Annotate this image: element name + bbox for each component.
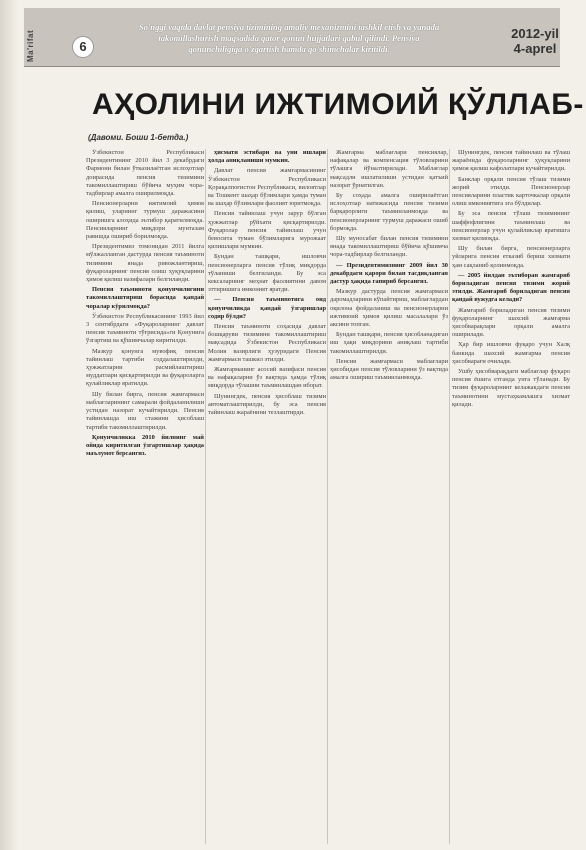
column-rule xyxy=(205,149,206,844)
paragraph: Пенсия таъминоти соҳасида давлат бошқаруви тизимини такомиллаштириш мақсадида Ўзбекистон Республикаси Молия вазирлиги ҳузуридаги Пенсия жамғармаси ташкил этилди. xyxy=(208,323,326,363)
question-heading: Пенсия таъминоти қонунчилигини такомиллаштириш борасида қандай чоралар кўрилмоқда? xyxy=(86,286,204,310)
paragraph: Пенсия жамғармаси маблағлари ҳисобидан пенсия тўловларини ўз вақтида амалга ошириш таъминланмоқда. xyxy=(330,357,448,382)
question-heading: — Президентимизнинг 2009 йил 30 декабрдаги қарори билан тасдиқланган дастур ҳақида гапириб берсангиз. xyxy=(330,261,448,286)
paragraph: Шунингдек, пенсия ҳисоблаш тизими автоматлаштирилди, бу эса пенсия тайинлаш жараёнини тезлаштирди. xyxy=(208,392,326,417)
issue-year: 2012-yil xyxy=(511,26,559,41)
header-band xyxy=(24,8,560,67)
question-heading: — 2005 йилдан эътиборан жамғариб бориладиган пенсия тизими жорий этилди. Жамғариб бориладиган пенсия қандай вужудга келади? xyxy=(452,271,570,304)
paragraph: Шу билан бирга, пенсионерларга уйларига пенсия етказиб бериш хизмати ҳам сақланиб қолинмоқда. xyxy=(452,245,570,269)
paragraph: Ушбу ҳисобварақдаги маблағлар фуқаро пенсия ёшига етганда унга тўланади. Бу тизим фуқароларнинг келажакдаги пенсия таъминотини мустаҳкамлашга хизмат қилади. xyxy=(452,368,570,408)
issue-day: 4-aprel xyxy=(513,41,557,56)
paragraph: Бундан ташқари, ишловчи пенсионерларга пенсия тўлиқ миқдорда тўланиши белгиланди. Бу эса кексаларнинг меҳнат фаолиятини давом эттиришига имконият яратди. xyxy=(208,253,326,294)
paragraph: Бундан ташқари, пенсия ҳисобланадиган иш ҳақи миқдорини аниқлаш тартиби такомиллаштирилди. xyxy=(330,331,448,355)
paragraph: Мазкур қонунга мувофиқ пенсия тайинлаш тартиби соддалаштирилди, ҳужжатларни расмийлаштириш муддатлари қисқартирилди ва фуқароларга қулайликлар яратилди. xyxy=(86,347,204,388)
paragraph: Ҳар бир ишловчи фуқаро учун Халқ банкида шахсий жамғарма пенсия ҳисобварағи очилади. xyxy=(452,341,570,365)
paragraph: Банклар орқали пенсия тўлаш тизими жорий этилди. Пенсионерлар пенсияларини пластик карточкалар орқали олиш имкониятига эга бўлдилар. xyxy=(452,175,570,208)
paragraph: Шу муносабат билан пенсия тизимини янада такомиллаштириш бўйича қўшимча чора-тадбирлар белгиланди. xyxy=(330,235,448,259)
question-heading: ҳисмати эстибари ва уни ишлари ҳолда аниқланиши мумкин. xyxy=(208,149,326,165)
page-number: 6 xyxy=(72,36,94,58)
paragraph: Пенсия тайинлаш учун зарур бўлган ҳужжатлар рўйхати қисқартирилди. Фуқаролар пенсия тайинлаш учун бевосита туман бўлимларига мурожаат қилишлари мумкин. xyxy=(208,210,326,251)
paragraph: Шунингдек, пенсия тайинлаш ва тўлаш жараёнида фуқароларнинг ҳуқуқларини ҳимоя қилиш кафолатлари кучайтирилди. xyxy=(452,149,570,173)
article-column-4 xyxy=(452,149,570,844)
paragraph: Бу соҳада амалга оширилаётган ислоҳотлар натижасида пенсия тизими барқарорлиги таъминланмоқда ва пенсионерларнинг турмуш даражаси ошиб бормоқда. xyxy=(330,192,448,232)
newspaper-name: Ma'rifat xyxy=(26,29,35,62)
article-title: АҲОЛИНИ ИЖТИМОИЙ ҚЎЛЛАБ- xyxy=(92,88,584,121)
column-rule xyxy=(449,149,450,844)
paragraph: Жамғариб бориладиган пенсия тизими фуқароларнинг шахсий жамғарма ҳисобварақлари орқали амалга оширилади. xyxy=(452,306,570,339)
paragraph: Бу эса пенсия тўлаш тизимининг шаффофлигини таъминлаш ва пенсионерлар учун қулайликлар яратишга хизмат қилмоқда. xyxy=(452,210,570,243)
paragraph: Жамғарманинг асосий вазифаси пенсия ва нафақаларни ўз вақтида ҳамда тўлиқ миқдорда тўлашни таъминлашдан иборат. xyxy=(208,366,326,390)
question-heading: Қонунчиликка 2010 йилнинг май ойида киритилган ўзгартишлар ҳақида маълумот берсангиз. xyxy=(86,433,204,458)
header-slogan: So'nggi vaqtda davlat pensiya tizimining amaliy mexanizmini tashkil etish va yanada takomillashtirish maqsadida qator qonun hujjatlari qabul qilindi. Pensiya qonunchiligiga o'zgartish hamda qo'shimchalar kiritildi. xyxy=(138,22,440,54)
paragraph: Мазкур дастурда пенсия жамғармаси даромадларини кўпайтириш, маблағлардан оқилона фойдаланиш ва пенсионерларни ижтимоий ҳимоя қилиш масалалари ўз аксини топган. xyxy=(330,288,448,329)
paragraph: Жамғарма маблағлари пенсиялар, нафақалар ва компенсация тўловларини тўлашга йўналтирилади. Маблағлар мақсадли ишлатилиши устидан қатъий назорат ўрнатилган. xyxy=(330,149,448,189)
question-heading: — Пенсия таъминотига оид қонунчиликда қандай ўзгаришлар содир бўлди? xyxy=(208,296,326,320)
paragraph: Ўзбекистон Республикаси Президентининг 2010 йил 3 декабрдаги Фармони билан ўтказилаётган ислоҳотлар доирасида пенсия тизимини такомиллаштириш бўйича муҳим чора-тадбирлар амалга оширилмоқда. xyxy=(86,149,204,198)
article-subtitle: (Давоми. Боши 1-бетда.) xyxy=(88,133,189,142)
article-column-1 xyxy=(86,149,204,844)
paragraph: Давлат пенсия жамғармасининг Ўзбекистон Республикаси Қорақалпоғистон Республикаси, вилоятлар ва Тошкент шаҳар бўлимлари ҳамда туман ва шаҳар бўлимлари фаолият юритмоқда. xyxy=(208,167,326,208)
issue-date xyxy=(494,26,576,56)
article-column-3 xyxy=(330,149,448,844)
paragraph: Пенсионерларни ижтимоий ҳимоя қилиш, уларнинг турмуш даражасини оширишга алоҳида эътибор қаратилмоқда. Пенсияларнинг миқдори мунтазам равишда ошириб борилмоқда. xyxy=(86,200,204,241)
paragraph: Ўзбекистон Республикасининг 1993 йил 3 сентябрдаги «Фуқароларнинг давлат пенсия таъминоти тўғрисида»ги Қонунига ўзгартиш ва қўшимчалар киритилди. xyxy=(86,312,204,345)
paragraph: Шу билан бирга, пенсия жамғармаси маблағларининг самарали фойдаланилиши устидан назорат кучайтирилди. Пенсия тайинлашда иш стажини ҳисоблаш тартиби такомиллаштирилди. xyxy=(86,390,204,431)
page-fold-shadow xyxy=(0,0,18,850)
column-rule xyxy=(327,149,328,844)
paragraph: Президентимиз томонидан 2011 йилга мўлжалланган дастурда пенсия таъминоти тизимини янада ривожлантириш, фуқароларнинг пенсия олиш ҳуқуқларини ҳимоя қилиш вазифалари белгиланди. xyxy=(86,243,204,284)
article-column-2 xyxy=(208,149,326,844)
